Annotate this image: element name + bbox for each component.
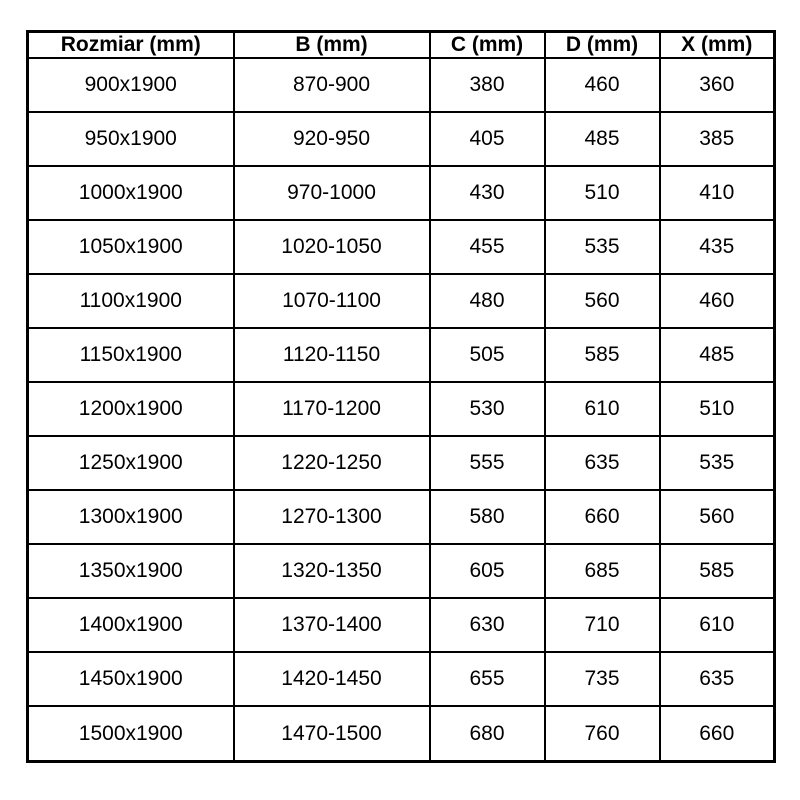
table-cell: 510 bbox=[545, 166, 660, 220]
table-row bbox=[28, 652, 775, 706]
table-cell: 430 bbox=[430, 166, 545, 220]
table-cell: 1400x1900 bbox=[28, 598, 234, 652]
column-header-4: X (mm) bbox=[660, 32, 775, 59]
table-cell: 630 bbox=[430, 598, 545, 652]
table-cell: 460 bbox=[660, 274, 775, 328]
table-cell: 560 bbox=[660, 490, 775, 544]
table-cell: 555 bbox=[430, 436, 545, 490]
table-row bbox=[28, 58, 775, 112]
table-cell: 610 bbox=[660, 598, 775, 652]
table-row bbox=[28, 382, 775, 436]
table-cell: 1000x1900 bbox=[28, 166, 234, 220]
table-row bbox=[28, 220, 775, 274]
table-row bbox=[28, 490, 775, 544]
table-cell: 510 bbox=[660, 382, 775, 436]
table-cell: 585 bbox=[545, 328, 660, 382]
table-cell: 1420-1450 bbox=[234, 652, 430, 706]
table-header bbox=[28, 32, 775, 59]
table-cell: 920-950 bbox=[234, 112, 430, 166]
table-cell: 1350x1900 bbox=[28, 544, 234, 598]
column-header-0: Rozmiar (mm) bbox=[28, 32, 234, 59]
table-cell: 1100x1900 bbox=[28, 274, 234, 328]
table-cell: 970-1000 bbox=[234, 166, 430, 220]
table-cell: 1470-1500 bbox=[234, 706, 430, 761]
table-cell: 610 bbox=[545, 382, 660, 436]
table-cell: 635 bbox=[545, 436, 660, 490]
table-cell: 485 bbox=[660, 328, 775, 382]
table-cell: 1270-1300 bbox=[234, 490, 430, 544]
table-cell: 710 bbox=[545, 598, 660, 652]
table-cell: 505 bbox=[430, 328, 545, 382]
table-cell: 605 bbox=[430, 544, 545, 598]
table-cell: 405 bbox=[430, 112, 545, 166]
table-cell: 635 bbox=[660, 652, 775, 706]
table-cell: 1370-1400 bbox=[234, 598, 430, 652]
table-cell: 760 bbox=[545, 706, 660, 761]
table-cell: 660 bbox=[660, 706, 775, 761]
table-cell: 455 bbox=[430, 220, 545, 274]
table-cell: 585 bbox=[660, 544, 775, 598]
table-cell: 380 bbox=[430, 58, 545, 112]
table-cell: 580 bbox=[430, 490, 545, 544]
table-cell: 1500x1900 bbox=[28, 706, 234, 761]
table-cell: 1070-1100 bbox=[234, 274, 430, 328]
table-cell: 535 bbox=[660, 436, 775, 490]
table-cell: 1450x1900 bbox=[28, 652, 234, 706]
table-cell: 460 bbox=[545, 58, 660, 112]
table-cell: 485 bbox=[545, 112, 660, 166]
table-cell: 1050x1900 bbox=[28, 220, 234, 274]
table-cell: 950x1900 bbox=[28, 112, 234, 166]
table-body bbox=[28, 58, 775, 762]
table-cell: 1320-1350 bbox=[234, 544, 430, 598]
table-cell: 1300x1900 bbox=[28, 490, 234, 544]
column-header-3: D (mm) bbox=[545, 32, 660, 59]
table-cell: 660 bbox=[545, 490, 660, 544]
table-cell: 535 bbox=[545, 220, 660, 274]
table-row bbox=[28, 544, 775, 598]
table-row bbox=[28, 112, 775, 166]
table-cell: 435 bbox=[660, 220, 775, 274]
table-row bbox=[28, 166, 775, 220]
table-cell: 680 bbox=[430, 706, 545, 761]
table-cell: 870-900 bbox=[234, 58, 430, 112]
table-cell: 1020-1050 bbox=[234, 220, 430, 274]
table-cell: 1220-1250 bbox=[234, 436, 430, 490]
table-cell: 1170-1200 bbox=[234, 382, 430, 436]
column-header-1: B (mm) bbox=[234, 32, 430, 59]
table-cell: 685 bbox=[545, 544, 660, 598]
table-cell: 655 bbox=[430, 652, 545, 706]
table-cell: 1120-1150 bbox=[234, 328, 430, 382]
table-cell: 560 bbox=[545, 274, 660, 328]
table-row bbox=[28, 706, 775, 761]
table-row bbox=[28, 328, 775, 382]
size-table bbox=[26, 30, 776, 763]
table-cell: 1200x1900 bbox=[28, 382, 234, 436]
table-row bbox=[28, 436, 775, 490]
table-cell: 900x1900 bbox=[28, 58, 234, 112]
table-cell: 1250x1900 bbox=[28, 436, 234, 490]
table-cell: 385 bbox=[660, 112, 775, 166]
table-row bbox=[28, 598, 775, 652]
table-cell: 1150x1900 bbox=[28, 328, 234, 382]
table-cell: 530 bbox=[430, 382, 545, 436]
column-header-2: C (mm) bbox=[430, 32, 545, 59]
table-row bbox=[28, 274, 775, 328]
header-row bbox=[28, 32, 775, 59]
table-cell: 410 bbox=[660, 166, 775, 220]
table-cell: 360 bbox=[660, 58, 775, 112]
table-cell: 480 bbox=[430, 274, 545, 328]
table-cell: 735 bbox=[545, 652, 660, 706]
